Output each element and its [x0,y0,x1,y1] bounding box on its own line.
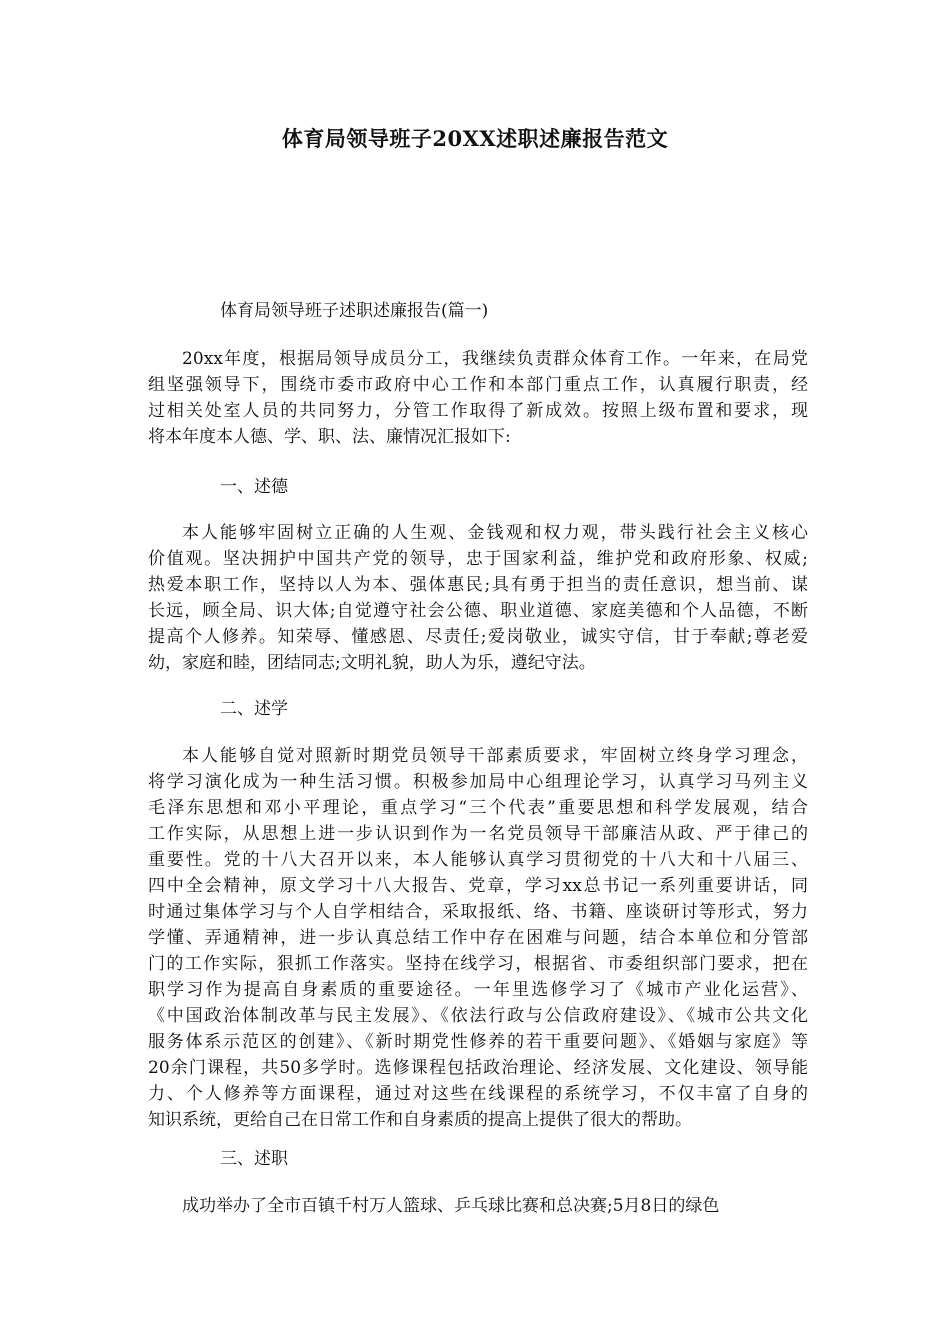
paragraph-line: 本人能够自觉对照新时期党员领导干部素质要求，牢固树立终身学习理念， [182,746,808,766]
report-subtitle: 体育局领导班子述职述廉报告(篇一) [220,301,489,321]
paragraph-line: 过相关处室人员的共同努力，分管工作取得了新成效。按照上级布置和要求，现 [148,401,808,421]
paragraph-line: 服务体系示范区的创建》、《新时期党性修养的若干重要问题》、《婚姻与家庭》等 [148,1032,808,1052]
paragraph-line: 本人能够牢固树立正确的人生观、金钱观和权力观，带头践行社会主义核心 [182,523,808,543]
section-duty-paragraph [148,1193,808,1219]
paragraph-line: 职学习作为提高自身素质的重要途径。一年里选修学习了《城市产业化运营》、 [148,980,808,1000]
paragraph-line: 幼，家庭和睦，团结同志;文明礼貌，助人为乐，遵纪守法。 [148,653,596,673]
paragraph-line: 学懂、弄通精神，进一步认真总结工作中存在困难与问题，结合本单位和分管部 [148,928,808,948]
paragraph-line: 20xx年度，根据局领导成员分工，我继续负责群众体育工作。一年来，在局党 [182,349,808,369]
paragraph-line: 提高个人修养。知荣辱、懂感恩、尽责任;爱岗敬业，诚实守信，甘于奉献;尊老爱 [148,627,808,647]
paragraph-line: 价值观。坚决拥护中国共产党的领导，忠于国家利益，维护党和政府形象、权威; [148,549,808,569]
section-heading-morality: 一、述德 [220,477,288,497]
document-title: 体育局领导班子20XX述职述廉报告范文 [281,126,669,151]
intro-paragraph [148,346,808,450]
paragraph-line: 热爱本职工作，坚持以人为本、强体惠民;具有勇于担当的责任意识，想当前、谋 [148,575,808,595]
paragraph-line: 长远，顾全局、识大体;自觉遵守社会公德、职业道德、家庭美德和个人品德，不断 [148,601,808,621]
paragraph-line: 知识系统，更给自己在日常工作和自身素质的提高上提供了很大的帮助。 [148,1110,692,1130]
section-morality-paragraph [148,520,808,676]
paragraph-line: 组坚强领导下，围绕市委市政府中心工作和本部门重点工作，认真履行职责，经 [148,375,808,395]
paragraph-line: 重要性。党的十八大召开以来，本人能够认真学习贯彻党的十八大和十八届三、 [148,850,808,870]
paragraph-line: 门的工作实际，狠抓工作落实。坚持在线学习，根据省、市委组织部门要求，把在 [148,954,808,974]
paragraph-line: 四中全会精神，原文学习十八大报告、党章，学习xx总书记一系列重要讲话，同 [148,876,808,896]
paragraph-line: 20余门课程，共50多学时。选修课程包括政治理论、经济发展、文化建设、领导能 [148,1058,808,1078]
section-study-paragraph [148,743,808,1133]
paragraph-line: 成功举办了全市百镇千村万人篮球、乒乓球比赛和总决赛;5月8日的绿色 [182,1196,720,1216]
paragraph-line: 毛泽东思想和邓小平理论，重点学习“三个代表”重要思想和科学发展观，结合 [148,798,808,818]
paragraph-line: 将学习演化成为一种生活习惯。积极参加局中心组理论学习，认真学习马列主义 [148,772,808,792]
paragraph-line: 《中国政治体制改革与民主发展》、《依法行政与公信政府建设》、《城市公共文化 [148,1006,808,1026]
paragraph-line: 工作实际，从思想上进一步认识到作为一名党员领导干部廉洁从政、严于律己的 [148,824,808,844]
paragraph-line: 将本年度本人德、学、职、法、廉情况汇报如下: [148,427,511,447]
section-heading-duty: 三、述职 [220,1149,288,1169]
paragraph-line: 时通过集体学习与个人自学相结合，采取报纸、络、书籍、座谈研讨等形式，努力 [148,902,808,922]
paragraph-line: 力、个人修养等方面课程，通过对这些在线课程的系统学习，不仅丰富了自身的 [148,1084,808,1104]
section-heading-study: 二、述学 [220,699,288,719]
